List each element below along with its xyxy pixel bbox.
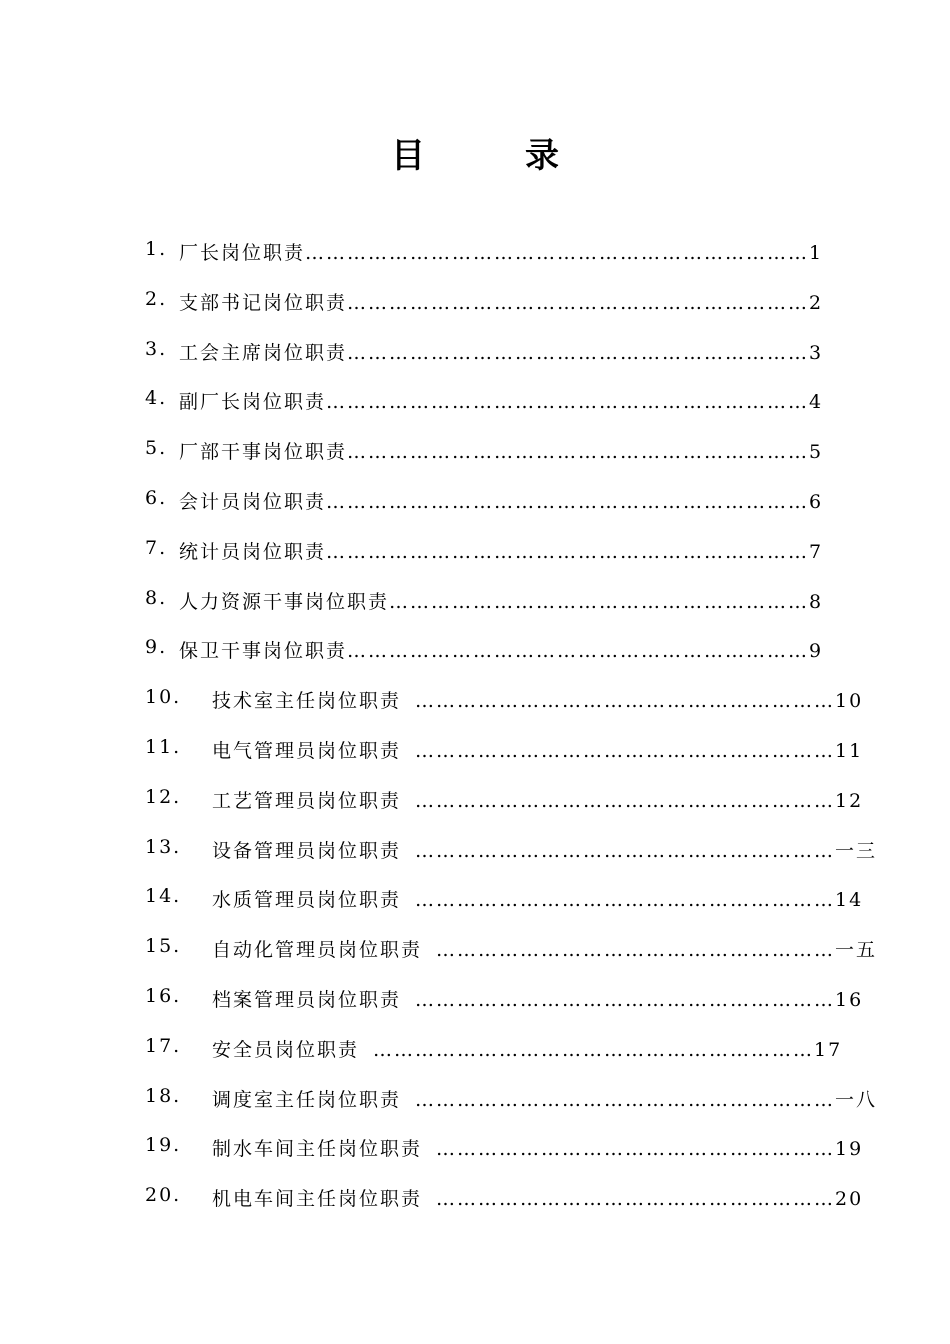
toc-number: 18.: [145, 1084, 182, 1107]
toc-text: [212, 1085, 877, 1112]
toc-title: 副厂长岗位职责: [179, 391, 327, 414]
toc-entry[interactable]: [145, 532, 825, 582]
toc-leader: …………………………………………………………: [347, 441, 810, 464]
toc-title: 人力资源干事岗位职责: [179, 590, 390, 613]
toc-text: [179, 288, 823, 315]
toc-leader: …………………………………………………………: [347, 291, 810, 314]
toc-number: 2.: [145, 287, 168, 310]
toc-text: [212, 836, 877, 863]
toc-title: 调度室主任岗位职责: [212, 1088, 402, 1111]
toc-leader: ……………………………………………………: [415, 1088, 836, 1111]
toc-leader: ……………………………………………………: [415, 839, 836, 862]
toc-page: 12: [835, 789, 864, 812]
toc-text: [179, 537, 823, 564]
toc-page: 11: [835, 739, 864, 762]
toc-number: 10.: [145, 686, 182, 709]
toc-page: 4: [809, 391, 824, 414]
toc-text: [179, 487, 823, 514]
toc-page: 16: [835, 988, 864, 1011]
toc-text: [179, 238, 823, 265]
toc-number: 17.: [145, 1034, 182, 1057]
toc-text: [212, 1035, 842, 1062]
toc-title: 保卫干事岗位职责: [179, 640, 348, 663]
toc-leader: …………………………………………………………: [347, 640, 810, 663]
toc-title: 厂长岗位职责: [179, 242, 306, 264]
toc-entry[interactable]: [145, 283, 825, 333]
toc-page: 5: [809, 441, 824, 464]
toc-page: 14: [835, 889, 864, 912]
toc-leader: ……………………………………………………………: [326, 540, 810, 563]
toc-leader: ……………………………………………………: [415, 739, 836, 762]
toc-text: [179, 437, 823, 464]
toc-title: 机电车间主任岗位职责: [212, 1188, 423, 1211]
toc-title: 工艺管理员岗位职责: [212, 789, 402, 812]
toc-entry[interactable]: [145, 582, 825, 632]
toc-number: 6.: [145, 486, 168, 509]
toc-number: 15.: [145, 935, 182, 958]
title-char-1: 目: [391, 136, 425, 176]
toc-title: 水质管理员岗位职责: [212, 889, 402, 912]
toc-page: 1: [809, 242, 824, 264]
toc-page: 一五: [835, 939, 878, 962]
toc-title: 设备管理员岗位职责: [212, 839, 402, 862]
toc-title: 支部书记岗位职责: [179, 291, 348, 314]
toc-entry[interactable]: [145, 333, 825, 383]
toc-text: [212, 885, 863, 912]
toc-entry[interactable]: [145, 233, 825, 283]
toc-leader: …………………………………………………: [436, 1188, 836, 1211]
toc-title: 自动化管理员岗位职责: [212, 939, 423, 962]
toc-leader: ……………………………………………………: [389, 590, 810, 613]
toc-text: [179, 338, 823, 365]
toc-number: 11.: [145, 735, 182, 758]
toc-number: 16.: [145, 984, 182, 1007]
toc-page: 7: [809, 540, 824, 563]
toc-entry[interactable]: [145, 1179, 864, 1229]
toc-leader: ……………………………………………………………: [326, 490, 810, 513]
toc-entry[interactable]: [145, 382, 825, 432]
toc-number: 4.: [145, 387, 168, 410]
toc-number: 8.: [145, 586, 168, 609]
page-title: [0, 128, 950, 177]
toc-page: 3: [809, 341, 824, 364]
toc-entry[interactable]: [145, 1030, 843, 1080]
toc-leader: …………………………………………………………: [347, 341, 810, 364]
toc-page: 一三: [835, 839, 878, 862]
table-of-contents: [145, 233, 878, 1229]
toc-leader: ……………………………………………………………: [326, 391, 810, 414]
toc-title: 厂部干事岗位职责: [179, 441, 348, 464]
toc-entry[interactable]: [145, 880, 864, 930]
toc-leader: …………………………………………………: [436, 1138, 836, 1161]
toc-text: [179, 387, 823, 414]
toc-text: [212, 786, 863, 813]
toc-text: [212, 1134, 863, 1161]
toc-entry[interactable]: [145, 831, 878, 881]
toc-title: 电气管理员岗位职责: [212, 739, 402, 762]
title-char-2: 录: [525, 136, 559, 176]
toc-title: 技术室主任岗位职责: [212, 690, 402, 713]
toc-entry[interactable]: [145, 432, 825, 482]
toc-page: 20: [835, 1188, 864, 1211]
toc-leader: ………………………………………………………………: [305, 242, 810, 264]
toc-text: [179, 587, 823, 614]
toc-text: [212, 736, 863, 763]
toc-entry[interactable]: [145, 631, 825, 681]
toc-number: 1.: [145, 238, 168, 260]
toc-title: 统计员岗位职责: [179, 540, 327, 563]
toc-entry[interactable]: [145, 781, 864, 831]
toc-entry[interactable]: [145, 482, 825, 532]
toc-leader: ……………………………………………………: [415, 889, 836, 912]
toc-entry[interactable]: [145, 930, 878, 980]
toc-page: 6: [809, 490, 824, 513]
toc-text: [212, 985, 863, 1012]
toc-number: 12.: [145, 785, 182, 808]
toc-number: 5.: [145, 437, 168, 460]
toc-number: 3.: [145, 337, 168, 360]
toc-text: [212, 686, 863, 713]
toc-entry[interactable]: [145, 980, 864, 1030]
toc-entry[interactable]: [145, 681, 864, 731]
toc-number: 9.: [145, 636, 168, 659]
toc-page: 2: [809, 291, 824, 314]
toc-title: 会计员岗位职责: [179, 490, 327, 513]
toc-page: 10: [835, 690, 864, 713]
toc-title: 档案管理员岗位职责: [212, 988, 402, 1011]
toc-page: 17: [814, 1038, 843, 1061]
toc-number: 20.: [145, 1184, 182, 1207]
toc-leader: …………………………………………………: [436, 939, 836, 962]
toc-leader: ……………………………………………………: [415, 789, 836, 812]
toc-text: [179, 636, 823, 663]
toc-title: 安全员岗位职责: [212, 1038, 360, 1061]
toc-number: 7.: [145, 536, 168, 559]
toc-entry[interactable]: [145, 1129, 864, 1179]
toc-leader: ……………………………………………………: [415, 988, 836, 1011]
toc-number: 19.: [145, 1134, 182, 1157]
toc-page: 19: [835, 1138, 864, 1161]
toc-leader: ……………………………………………………: [415, 690, 836, 713]
toc-number: 14.: [145, 885, 182, 908]
toc-title: 工会主席岗位职责: [179, 341, 348, 364]
toc-text: [212, 1184, 863, 1211]
toc-page: 一八: [835, 1088, 878, 1111]
toc-page: 8: [809, 590, 824, 613]
toc-number: 13.: [145, 835, 182, 858]
toc-page: 9: [809, 640, 824, 663]
toc-text: [212, 935, 877, 962]
toc-entry[interactable]: [145, 1080, 878, 1130]
toc-leader: ………………………………………………………: [373, 1038, 815, 1061]
toc-title: 制水车间主任岗位职责: [212, 1138, 423, 1161]
toc-entry[interactable]: [145, 731, 864, 781]
